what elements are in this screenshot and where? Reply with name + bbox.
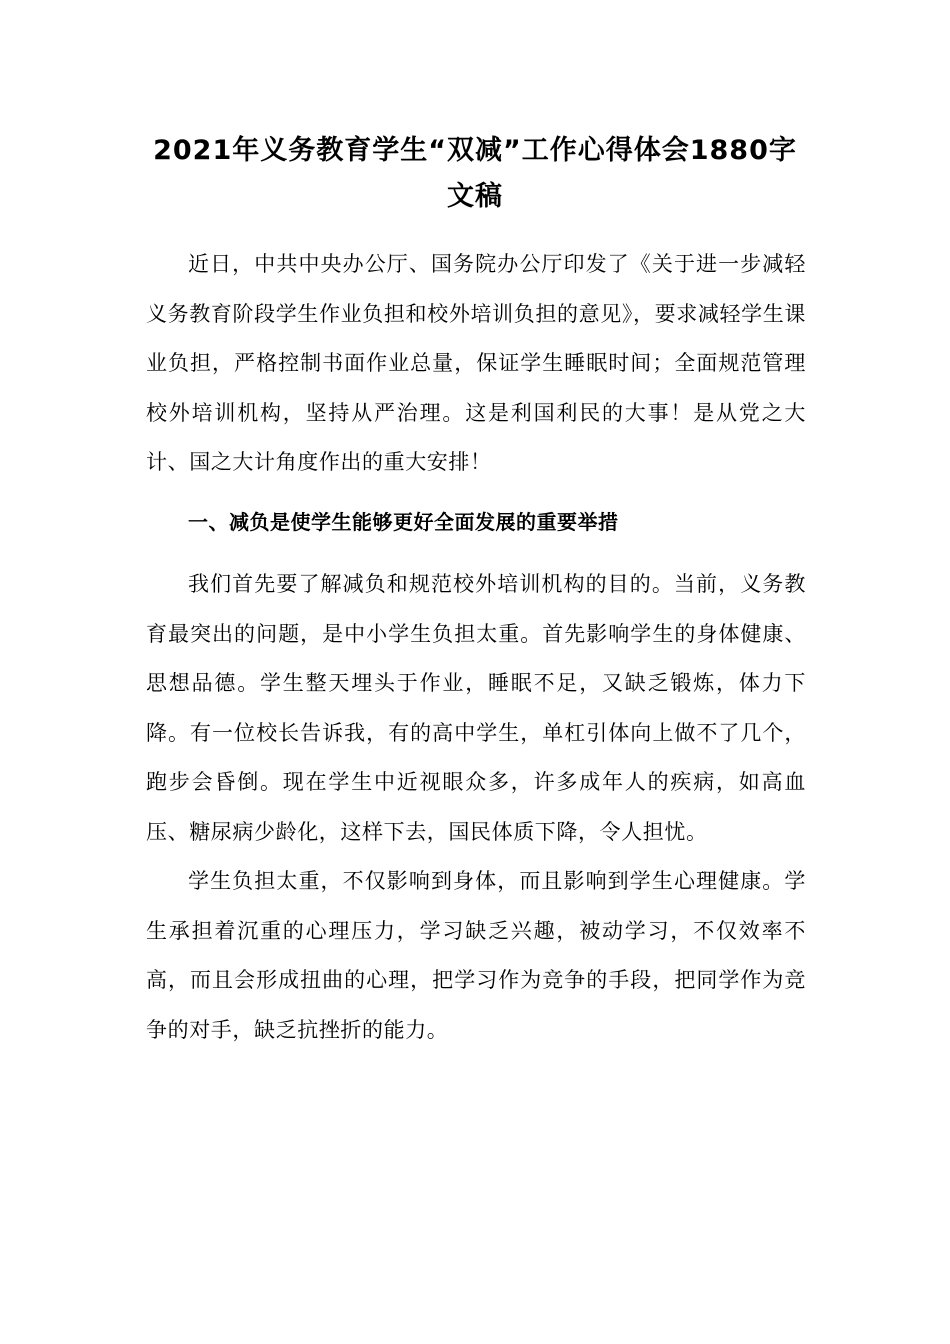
body-paragraph: 我们首先要了解减负和规范校外培训机构的目的。当前，义务教育最突出的问题，是中小学生负担太重。首先影响学生的身体健康、思想品德。学生整天埋头于作业，睡眠不足，又缺乏锻炼，体力下降。有一位校长告诉我，有的高中学生，单杠引体向上做不了几个，跑步会昏倒。现在学生中近视眼众多，许多成年人的疾病，如高血压、糖尿病少龄化，这样下去，国民体质下降，令人担忧。 [146, 572, 806, 844]
section-heading: 一、减负是使学生能够更好全面发展的重要举措 [188, 510, 619, 534]
document-title: 2021年义务教育学生“双减”工作心得体会1880字文稿 [153, 135, 797, 212]
body-paragraph: 学生负担太重，不仅影响到身体，而且影响到学生心理健康。学生承担着沉重的心理压力，学习缺乏兴趣，被动学习，不仅效率不高，而且会形成扭曲的心理，把学习作为竞争的手段，把同学作为竞争的对手，缺乏抗挫折的能力。 [146, 869, 806, 1042]
intro-paragraph: 近日，中共中央办公厅、国务院办公厅印发了《关于进一步减轻义务教育阶段学生作业负担和校外培训负担的意见》，要求减轻学生课业负担，严格控制书面作业总量，保证学生睡眠时间；全面规范管理校外培训机构，坚持从严治理。这是利国利民的大事！是从党之大计、国之大计角度作出的重大安排！ [146, 252, 806, 474]
